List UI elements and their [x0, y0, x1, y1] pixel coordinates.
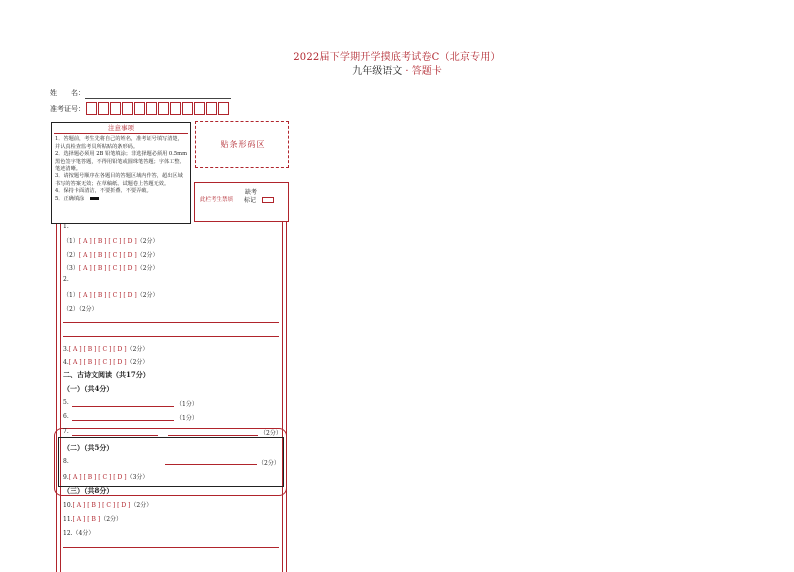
answer-line[interactable]: [63, 547, 279, 548]
subtitle-separator: ·: [405, 66, 409, 77]
subject-label: 九年级语文: [352, 66, 403, 77]
id-digit-box[interactable]: [110, 102, 121, 115]
q12-label: 12.（4分）: [63, 530, 95, 537]
q10-options[interactable]: [ A ] [ B ] [ C ] [ D ]: [72, 502, 131, 509]
id-digit-box[interactable]: [194, 102, 205, 115]
notice-heading: 注意事项: [54, 123, 188, 134]
q1-1-points: （2分）: [136, 238, 159, 245]
absent-mark-bubble[interactable]: [262, 197, 274, 203]
exam-title: 2022届下学期开学摸底考试卷C（北京专用）: [293, 52, 501, 63]
q8-points: （2分）: [258, 460, 280, 467]
id-digit-box[interactable]: [158, 102, 169, 115]
q9-options[interactable]: [ A ] [ B ] [ C ] [ D ]: [68, 474, 127, 481]
id-digit-box[interactable]: [206, 102, 217, 115]
q9-number: 9.: [63, 474, 69, 481]
q8-answer-line[interactable]: [165, 464, 257, 465]
q10-row: [63, 500, 152, 509]
answer-line[interactable]: [63, 336, 279, 337]
absent-box: [194, 182, 289, 222]
id-digit-box[interactable]: [98, 102, 109, 115]
exam-id-boxes[interactable]: [86, 102, 230, 115]
q1-1-row: [63, 236, 159, 245]
q1-1-options[interactable]: [ A ] [ B ] [ C ] [ D ]: [78, 238, 137, 245]
q3-points: （2分）: [126, 346, 149, 353]
q1-2-options[interactable]: [ A ] [ B ] [ C ] [ D ]: [78, 252, 137, 259]
q7-answer-line-2[interactable]: [168, 435, 258, 436]
answer-line[interactable]: [63, 322, 279, 323]
q1-2-row: [63, 250, 159, 259]
q2-1-points: （2分）: [136, 292, 159, 299]
q11-row: [63, 514, 122, 523]
q6-number: 6.: [63, 413, 69, 420]
q10-number: 10.: [63, 502, 73, 509]
q5-points: （1分）: [176, 401, 198, 408]
absent-label-2: 标记: [244, 197, 257, 204]
notice-item: 4．保持卡面清洁，不要折叠、不要弄破。: [55, 188, 152, 195]
q8-number: 8.: [63, 458, 69, 465]
id-digit-box[interactable]: [134, 102, 145, 115]
q9-points: （3分）: [126, 474, 149, 481]
q1-3-row: [63, 263, 159, 272]
notice-list: [55, 136, 187, 203]
q3-number: 3.: [63, 346, 69, 353]
notice-item: 2．选择题必须用 2B 铅笔填涂；非选择题必须用 0.5mm 黑色签字笔答题，不得用铅笔或圆珠笔答题；字体工整、笔迹清晰。: [55, 151, 188, 173]
answer-card-label: 答题卡: [411, 66, 442, 77]
id-digit-box[interactable]: [218, 102, 229, 115]
subsection1-heading: （一）（共4分）: [63, 384, 114, 393]
q11-points: （2分）: [100, 516, 123, 523]
subsection2-heading: （二）（共5分）: [63, 443, 114, 452]
q1-3-points: （2分）: [136, 265, 159, 272]
q2-1-options[interactable]: [ A ] [ B ] [ C ] [ D ]: [78, 292, 137, 299]
id-digit-box[interactable]: [122, 102, 133, 115]
notice-item: 3．请按题号顺序在各题目的答题区域内作答，超出区域书写的答案无效；在草稿纸、试题卷上答题无效。: [55, 173, 183, 187]
q7-points: （2分）: [260, 430, 282, 437]
q2-1-number: （1）: [63, 292, 79, 299]
notice-item: 5．正确填涂: [55, 195, 85, 202]
q5-number: 5.: [63, 399, 69, 406]
absent-label-1: 缺考: [245, 189, 258, 196]
q2-1-row: [63, 290, 159, 299]
q4-options[interactable]: [ A ] [ B ] [ C ] [ D ]: [68, 359, 127, 366]
q7-number: 7.: [63, 428, 69, 435]
exam-id-label: 准考证号：: [50, 105, 85, 113]
id-digit-box[interactable]: [170, 102, 181, 115]
exam-subtitle: [0, 62, 794, 77]
q11-number: 11.: [63, 516, 73, 523]
q4-number: 4.: [63, 359, 69, 366]
q9-row: [63, 472, 148, 481]
q10-points: （2分）: [130, 502, 153, 509]
name-label: 姓 名：: [50, 89, 85, 97]
q1-2-points: （2分）: [136, 252, 159, 259]
id-digit-box[interactable]: [182, 102, 193, 115]
proctor-only-note: 此栏考生禁填: [200, 197, 234, 203]
q3-row: [63, 344, 148, 353]
q4-row: [63, 357, 148, 366]
id-digit-box[interactable]: [86, 102, 97, 115]
q4-points: （2分）: [126, 359, 149, 366]
q2-label: 2.: [63, 276, 69, 283]
q7-answer-line-1[interactable]: [72, 435, 158, 436]
q11-options[interactable]: [ A ] [ B ]: [72, 516, 101, 523]
q1-label: 1.: [63, 223, 69, 230]
q3-options[interactable]: [ A ] [ B ] [ C ] [ D ]: [68, 346, 127, 353]
name-field[interactable]: [85, 88, 231, 99]
q1-1-number: （1）: [63, 238, 79, 245]
notice-item-fill-example: [55, 196, 187, 203]
notice-box: [51, 122, 191, 224]
q6-points: （1分）: [176, 415, 198, 422]
barcode-area: [195, 121, 289, 168]
q5-answer-line[interactable]: [72, 406, 174, 407]
filled-bubble-example: [90, 197, 99, 200]
q1-3-number: （3）: [63, 265, 79, 272]
q1-2-number: （2）: [63, 252, 79, 259]
q6-answer-line[interactable]: [72, 420, 174, 421]
notice-item: 1．答题前，考生先将自己的姓名，准考证号填写清楚，并认真检查监考员所粘贴的条形码。: [55, 136, 183, 150]
subsection3-heading: （三）（共8分）: [63, 486, 114, 495]
id-digit-box[interactable]: [146, 102, 157, 115]
section2-heading: 二、古诗文阅读（共17分）: [63, 370, 150, 379]
barcode-label: 贴条形码区: [220, 140, 266, 149]
q2-2-label: （2）（2分）: [63, 306, 98, 313]
q1-3-options[interactable]: [ A ] [ B ] [ C ] [ D ]: [78, 265, 137, 272]
